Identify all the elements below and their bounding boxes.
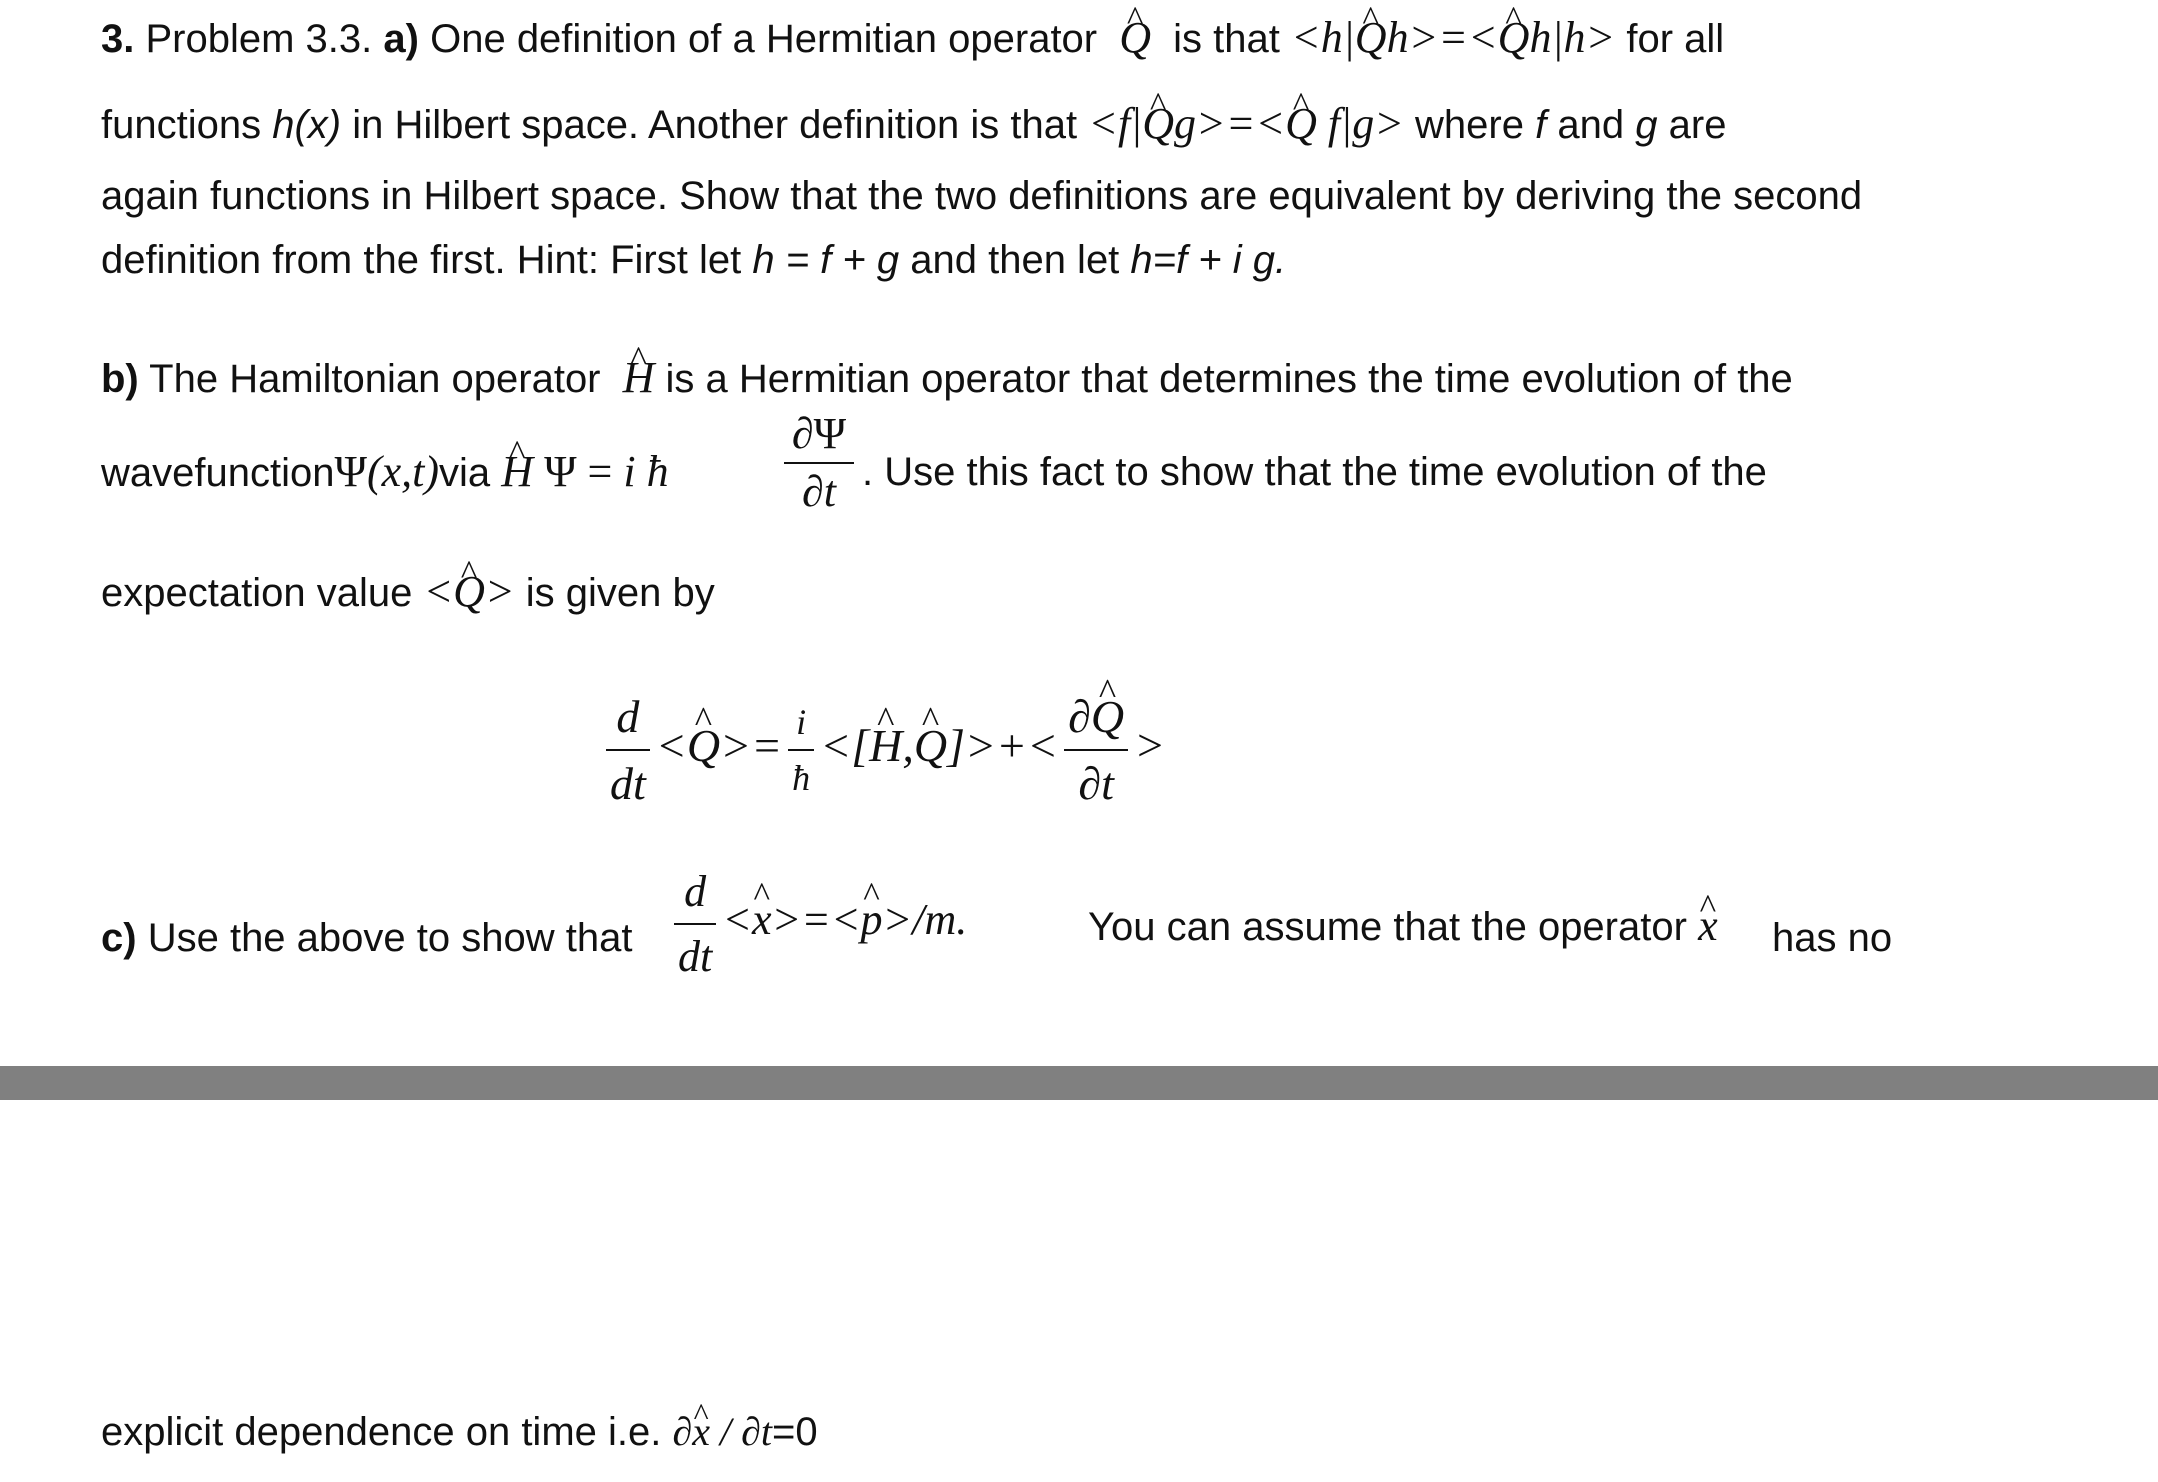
- hint-h-equals-f-plus-g: h = f + g: [752, 238, 900, 282]
- hermitian-definition-1: <h|^ Qh>=<^ Qh|h>: [1291, 13, 1615, 62]
- schrodinger-equation: ^ H Ψ = i ħ: [501, 447, 668, 496]
- partial-q-fraction: $\frac{\partial\^{} Q}{\partial t}$: [1064, 690, 1128, 810]
- function-g: g: [1635, 103, 1658, 147]
- function-h-of-x: h(x): [272, 103, 342, 147]
- partial-psi-numerator: ∂Ψ: [791, 409, 847, 458]
- part-b-line-2: [101, 448, 669, 497]
- part-a-hint-text: definition from the first. Hint: First let: [101, 238, 742, 282]
- expectation-q: <^ Q>: [423, 567, 514, 616]
- part-c-continuation-text: explicit dependence on time i.e.: [101, 1410, 662, 1454]
- part-a-for-all: for all: [1626, 17, 1725, 61]
- part-b-line-1: [101, 354, 1793, 403]
- wavefunction-psi: Ψ(x,t): [334, 447, 440, 496]
- page-divider: [0, 1066, 2158, 1100]
- part-b-is-given-by: is given by: [525, 571, 715, 615]
- hermitian-definition-2: <f|^ Qg>=<^ Q f|g>: [1088, 99, 1404, 148]
- operator-x-hat: ^ x: [1698, 901, 1718, 950]
- part-c-middle-text: You can assume that the operator: [1088, 905, 1687, 949]
- part-c-text: Use the above to show that: [147, 916, 633, 960]
- part-a-line-1: [101, 14, 1724, 63]
- part-b-line-3: [101, 568, 715, 617]
- part-a-is-that: is that: [1173, 17, 1280, 61]
- part-a-label: a): [383, 17, 419, 61]
- problem-number: 3.: [101, 17, 135, 61]
- ehrenfest-equation: $\frac{d}{dt}$ <^ Q>= $\frac{i}{ħ}$ <[^ H,^ Q]>+< $\frac{\partial\^{} Q}{\partial t}$ >: [600, 690, 1165, 810]
- part-b-via: via: [439, 451, 491, 495]
- partial-x-over-partial-t: ∂^ x / ∂t: [672, 1409, 772, 1454]
- problem-title: Problem 3.3.: [145, 17, 373, 61]
- part-a-are: are: [1668, 103, 1727, 147]
- operator-q-hat: ^ Q: [1108, 13, 1162, 62]
- part-b-line-2-end: . Use this fact to show that the time evolution of the: [862, 450, 1767, 494]
- part-a-line-2: [101, 100, 1726, 149]
- part-b-hamiltonian-text: The Hamiltonian operator: [149, 357, 601, 401]
- d-dt-fraction-c: $\frac{d}{dt}$: [674, 866, 716, 982]
- part-a-line-2-text: in Hilbert space. Another definition is that: [352, 103, 1078, 147]
- part-b-expectation-text: expectation value: [101, 571, 413, 615]
- function-f: f: [1535, 103, 1547, 147]
- i-over-hbar-fraction: $\frac{i}{ħ}$: [788, 701, 814, 799]
- position-derivative-equation: $\frac{d}{dt}$ <^ x>=<^ p>/m.: [668, 866, 967, 982]
- part-c-line: [101, 914, 632, 962]
- part-a-and-then: and then let: [910, 238, 1120, 282]
- part-a-functions: functions: [101, 103, 262, 147]
- partial-t-denominator: ∂t: [802, 467, 836, 516]
- part-c-continuation: [101, 1408, 818, 1456]
- part-a-line-4: [101, 236, 1286, 284]
- part-a-definition-text: One definition of a Hermitian operator: [430, 17, 1098, 61]
- part-c-middle: [1088, 902, 1718, 951]
- part-c-label: c): [101, 916, 137, 960]
- part-a-where: where: [1415, 103, 1524, 147]
- part-c-equals-zero: =0: [772, 1410, 818, 1454]
- d-dt-fraction: $\frac{d}{dt}$: [606, 690, 650, 810]
- partial-psi-fraction: [784, 410, 854, 516]
- operator-h-hat: ^ H: [612, 353, 655, 402]
- part-c-has-no: has no: [1772, 916, 1893, 960]
- hint-h-equals-f-plus-ig: h=f + i g.: [1130, 238, 1287, 282]
- part-a-and: and: [1557, 103, 1625, 147]
- part-a-line-3: again functions in Hilbert space. Show that the two definitions are equivalent by deriving the second: [101, 174, 1863, 218]
- part-b-wavefunction: wavefunction: [101, 451, 335, 495]
- part-b-label: b): [101, 357, 139, 401]
- fraction-bar-psi: [784, 462, 854, 464]
- part-b-line-1-end: is a Hermitian operator that determines the time evolution of the: [665, 357, 1793, 401]
